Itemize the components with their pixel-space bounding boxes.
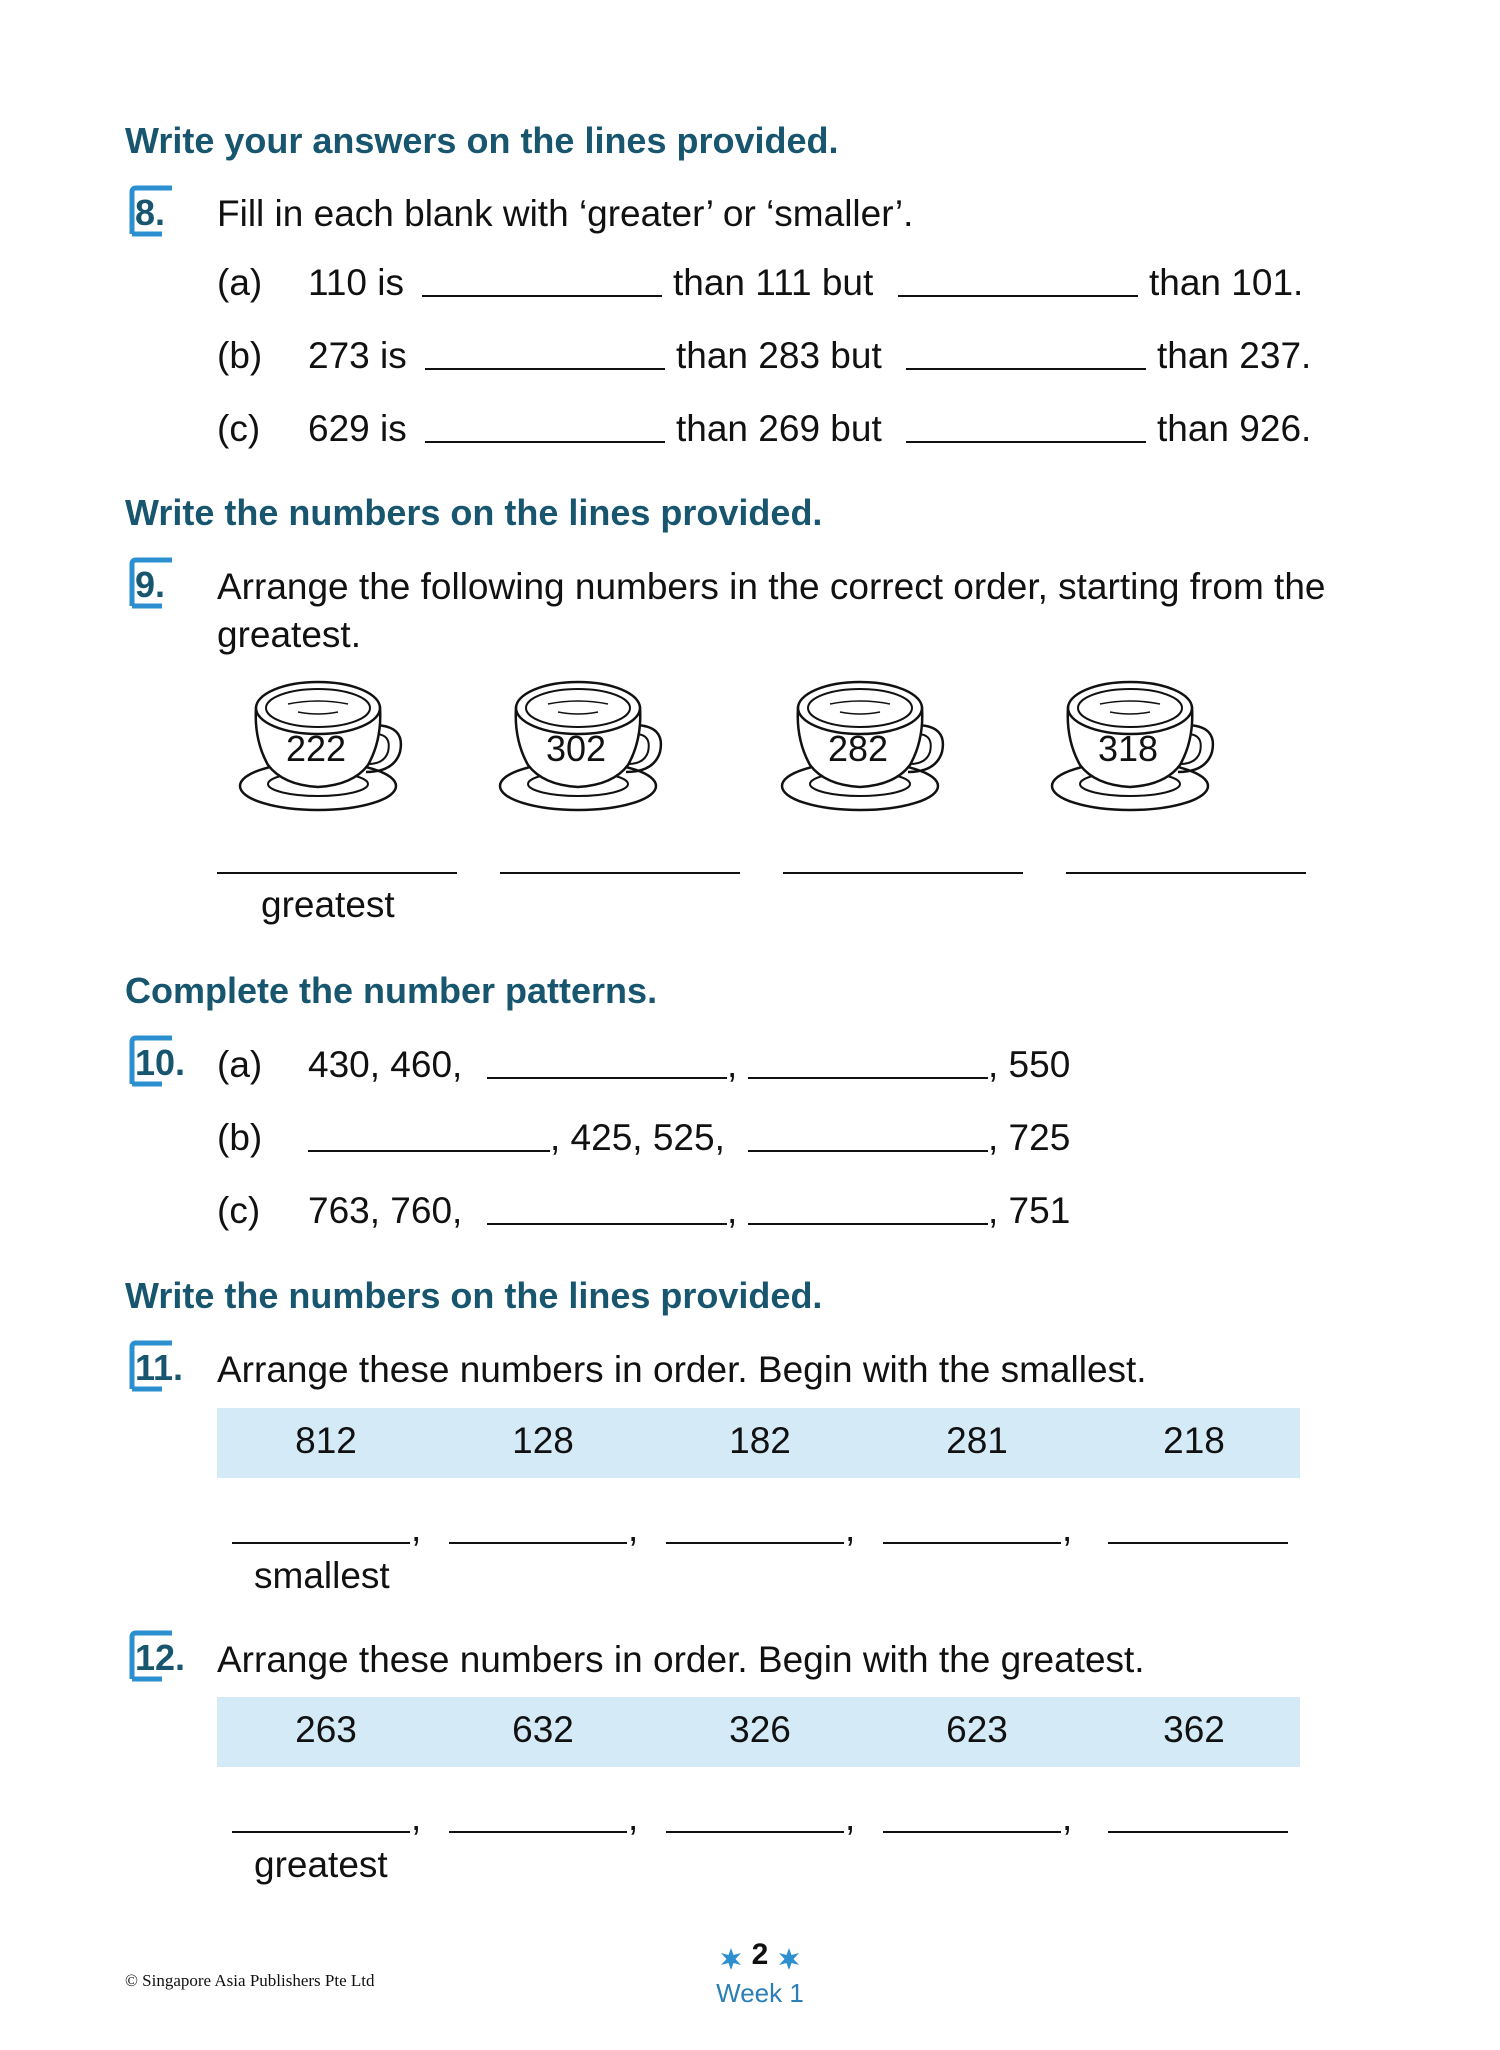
teacup-illustration (498, 670, 668, 815)
answer-blank[interactable] (898, 295, 1138, 297)
answer-blank[interactable] (748, 1150, 988, 1152)
question-text: Fill in each blank with ‘greater’ or ‘smaller’. (217, 193, 914, 234)
pattern-start: 430, 460, (308, 1044, 463, 1085)
answer-blank[interactable] (906, 368, 1146, 370)
burst-star-icon (778, 1948, 800, 1970)
part-label: (c) (217, 408, 261, 449)
comma: , (411, 1508, 422, 1549)
band-number: 218 (1163, 1420, 1225, 1461)
part-label: (c) (217, 1190, 261, 1231)
question-text: Arrange the following numbers in the correct order, starting from the (217, 566, 1326, 607)
comma: , (845, 1797, 856, 1838)
pattern-end: , 751 (988, 1190, 1071, 1231)
answer-blank[interactable] (883, 1831, 1061, 1833)
blank-caption: greatest (254, 1844, 388, 1885)
answer-blank[interactable] (449, 1542, 627, 1544)
pattern-middle: , 425, 525, (550, 1117, 725, 1158)
question-number: 10. (135, 1042, 186, 1083)
answer-blank[interactable] (425, 441, 665, 443)
pattern-end: , 550 (988, 1044, 1071, 1085)
part-label: (b) (217, 1117, 263, 1158)
cup-number: 318 (1097, 728, 1159, 769)
statement-end: than 926. (1157, 408, 1312, 449)
comma: , (845, 1508, 856, 1549)
statement-end: than 101. (1149, 262, 1304, 303)
question-number: 12. (135, 1637, 186, 1678)
answer-blank[interactable] (232, 1831, 410, 1833)
section-heading: Write the numbers on the lines provided. (125, 1275, 823, 1316)
question-number: 8. (135, 192, 166, 233)
answer-blank[interactable] (449, 1831, 627, 1833)
blank-caption: smallest (254, 1555, 390, 1596)
answer-blank[interactable] (906, 441, 1146, 443)
answer-blank[interactable] (422, 295, 662, 297)
pattern-end: , 725 (988, 1117, 1071, 1158)
cup-number: 222 (285, 728, 347, 769)
statement-middle: than 283 but (676, 335, 882, 376)
question-number: 9. (135, 564, 166, 605)
band-number: 362 (1163, 1709, 1225, 1750)
band-number: 623 (946, 1709, 1008, 1750)
comma: , (411, 1797, 422, 1838)
answer-blank[interactable] (425, 368, 665, 370)
answer-blank[interactable] (783, 872, 1023, 874)
statement-middle: than 111 but (673, 262, 874, 303)
answer-blank[interactable] (666, 1542, 844, 1544)
cup-number: 282 (827, 728, 889, 769)
statement-start: 110 is (308, 262, 404, 303)
blank-caption: greatest (261, 884, 395, 925)
question-number-badge (127, 558, 173, 608)
page-number: 2 (751, 1938, 769, 1971)
question-number-badge (127, 1631, 186, 1681)
question-text: Arrange these numbers in order. Begin with the greatest. (217, 1639, 1145, 1680)
answer-blank[interactable] (487, 1223, 727, 1225)
answer-blank[interactable] (487, 1077, 727, 1079)
answer-blank[interactable] (748, 1223, 988, 1225)
comma: , (628, 1508, 639, 1549)
section-heading: Write your answers on the lines provided. (125, 120, 839, 161)
answer-blank[interactable] (232, 1542, 410, 1544)
answer-blank[interactable] (883, 1542, 1061, 1544)
section-heading: Write the numbers on the lines provided. (125, 492, 823, 533)
band-number: 128 (512, 1420, 574, 1461)
number-band (217, 1408, 1300, 1478)
separator: , (727, 1190, 738, 1231)
band-number: 281 (946, 1420, 1008, 1461)
pattern-start: 763, 760, (308, 1190, 463, 1231)
answer-blank[interactable] (666, 1831, 844, 1833)
band-number: 182 (729, 1420, 791, 1461)
comma: , (1062, 1797, 1073, 1838)
question-number-badge (127, 186, 173, 236)
question-number: 11. (135, 1347, 184, 1388)
answer-blank[interactable] (1066, 872, 1306, 874)
question-text-continued: greatest. (217, 614, 361, 655)
comma: , (628, 1797, 639, 1838)
answer-blank[interactable] (500, 872, 740, 874)
part-label: (a) (217, 1044, 263, 1085)
question-number-badge (127, 1036, 186, 1086)
statement-start: 629 is (308, 408, 407, 449)
teacup-illustration (1050, 670, 1220, 815)
statement-start: 273 is (308, 335, 407, 376)
answer-blank[interactable] (1108, 1831, 1288, 1833)
comma: , (1062, 1508, 1073, 1549)
teacup-illustration (780, 670, 950, 815)
part-label: (b) (217, 335, 263, 376)
week-label: Week 1 (716, 1978, 804, 2008)
number-band (217, 1697, 1300, 1767)
answer-blank[interactable] (748, 1077, 988, 1079)
answer-blank[interactable] (217, 872, 457, 874)
separator: , (727, 1044, 738, 1085)
band-number: 326 (729, 1709, 791, 1750)
band-number: 632 (512, 1709, 574, 1750)
answer-blank[interactable] (1108, 1542, 1288, 1544)
statement-end: than 237. (1157, 335, 1312, 376)
answer-blank[interactable] (308, 1150, 550, 1152)
section-heading: Complete the number patterns. (125, 970, 658, 1011)
band-number: 812 (295, 1420, 357, 1461)
question-number-badge (127, 1341, 184, 1391)
part-label: (a) (217, 262, 263, 303)
band-number: 263 (295, 1709, 357, 1750)
question-text: Arrange these numbers in order. Begin with the smallest. (217, 1349, 1147, 1390)
statement-middle: than 269 but (676, 408, 882, 449)
teacup-illustration (238, 670, 408, 815)
cup-number: 302 (545, 728, 607, 769)
copyright-notice: © Singapore Asia Publishers Pte Ltd (125, 1971, 375, 1990)
